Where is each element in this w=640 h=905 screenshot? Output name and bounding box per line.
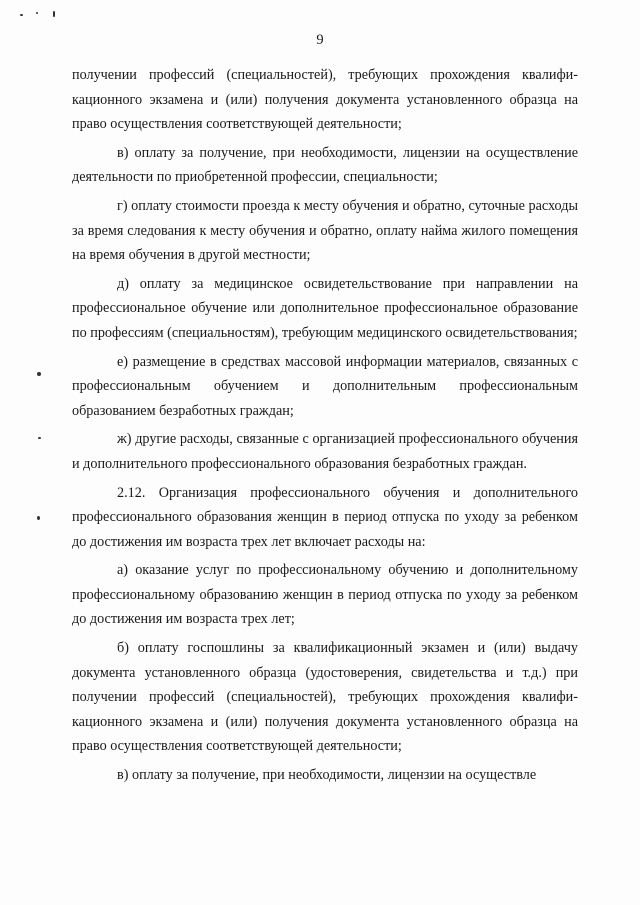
paragraph: ж) другие расходы, связанные с организацией профессионального обучения и дополнительного профессионального образования безработных граждан. — [72, 431, 578, 472]
paragraph: получении профессий (специальностей), требующих прохождения квалификационного экзамена и (или) получения документа установленного образца на право осуществления соответствующей деятельности; — [72, 67, 578, 133]
paragraph: г) оплату стоимости проезда к месту обучения и обратно, суточные расходы за время следования к месту обучения и обратно, оплату найма жилого помещения на время обучения в другой местности; — [72, 197, 578, 264]
paragraph: 2.12. Организация профессионального обучения и дополнительного профессионального образования женщин в период отпуска по уходу за ребенком до достижения им возраста трех лет включает расходы на: — [72, 484, 578, 550]
body-text — [72, 63, 578, 788]
paragraph: д) оплату за медицинское освидетельствование при направлении на профессиональное обучение или дополнительное профессиональное образование по профессиям (специальностям), требующим медицинского освидетельствования; — [72, 275, 578, 341]
paragraph: е) размещение в средствах массовой информации материалов, связанных с профессиональным обучением и дополнительным профессиональным образованием безработных граждан; — [72, 353, 578, 419]
paragraph: а) оказание услуг по профессиональному обучению и дополнительному профессиональному образованию женщин в период отпуска по уходу за ребенком до достижения им возраста трех лет; — [72, 562, 578, 628]
paragraph: б) оплату госпошлины за квалификационный экзамен и (или) выдачу документа установленного образца (удостоверения, свидетельства и т.д.) при получении профессий (специальностей), требующих прохождения квалификационного экзамена и (или) получения документа установленного образца на право осуществления соответствующей деятельности; — [72, 640, 578, 755]
paragraph: в) оплату за получение, при необходимости, лицензии на осуществле — [117, 767, 537, 784]
scan-speck — [36, 12, 38, 14]
paragraph: в) оплату за получение, при необходимости, лицензии на осуществление деятельности по приобретенной профессии, специальности; — [72, 144, 578, 186]
scan-speck — [37, 372, 41, 376]
scan-speck — [53, 11, 55, 17]
page-number: 9 — [316, 32, 324, 48]
scan-speck — [38, 437, 41, 439]
scan-speck — [20, 14, 23, 16]
scan-speck — [37, 516, 40, 520]
